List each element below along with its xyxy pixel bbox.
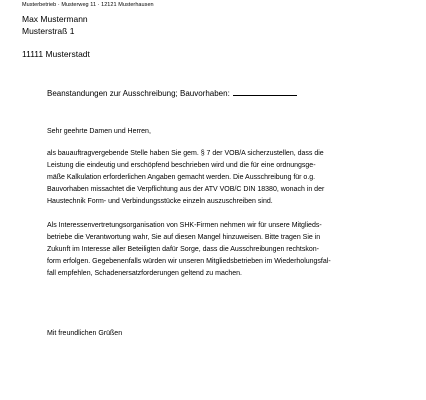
paragraph-1 <box>47 148 419 208</box>
paragraph-line: betriebe die Verantwortung wahr, Sie auf diesen Mangel hinzuweisen. Bitte tragen Sie in <box>47 234 321 241</box>
recipient-name: Max Mustermann <box>22 14 88 24</box>
salutation: Sehr geehrte Damen und Herren, <box>47 128 151 135</box>
paragraph-line: mäße Kalkulation erforderlichen Angaben gemacht werden. Die Ausschreibung für o.g. <box>47 174 316 181</box>
paragraph-line: Leistung die eindeutig und erschöpfend beschrieben wird und die für eine ordnungsge- <box>47 162 316 169</box>
paragraph-line: als bauauftragvergebende Stelle haben Sie gem. § 7 der VOB/A sicherzustellen, dass die <box>47 150 324 157</box>
subject-blank-line <box>233 88 297 96</box>
paragraph-line: form erfolgen. Gegebenenfalls würden wir unseren Mitgliedsbetrieben im Wiederholungsfal- <box>47 258 331 265</box>
paragraph-line: fall empfehlen, Schadenersatzforderungen geltend zu machen. <box>47 270 242 277</box>
recipient-street: Musterstraß 1 <box>22 26 75 36</box>
paragraph-line: Zukunft im Interesse aller Beteiligten dafür Sorge, dass die Ausschreibungen rechtskon- <box>47 246 319 253</box>
sender-address-line: Musterbetrieb · Musterweg 11 · 12121 Musterhausen <box>22 2 154 8</box>
recipient-city: 11111 Musterstadt <box>22 49 90 59</box>
subject-line <box>47 88 297 98</box>
paragraph-line: Bauvorhaben missachtet die Verpflichtung aus der ATV VOB/C DIN 18380, wonach in der <box>47 186 325 193</box>
subject-text: Beanstandungen zur Ausschreibung; Bauvorhaben: <box>47 89 230 98</box>
paragraph-2 <box>47 220 419 280</box>
recipient-address <box>22 13 90 60</box>
letter-body <box>47 126 419 280</box>
paragraph-line: Haustechnik Form- und Verbindungsstücke einzeln auszuschreiben sind. <box>47 198 273 205</box>
paragraph-line: Als Interessenvertretungsorganisation von SHK-Firmen nehmen wir für unsere Mitglieds- <box>47 222 322 229</box>
closing-phrase: Mit freundlichen Grüßen <box>47 330 123 337</box>
